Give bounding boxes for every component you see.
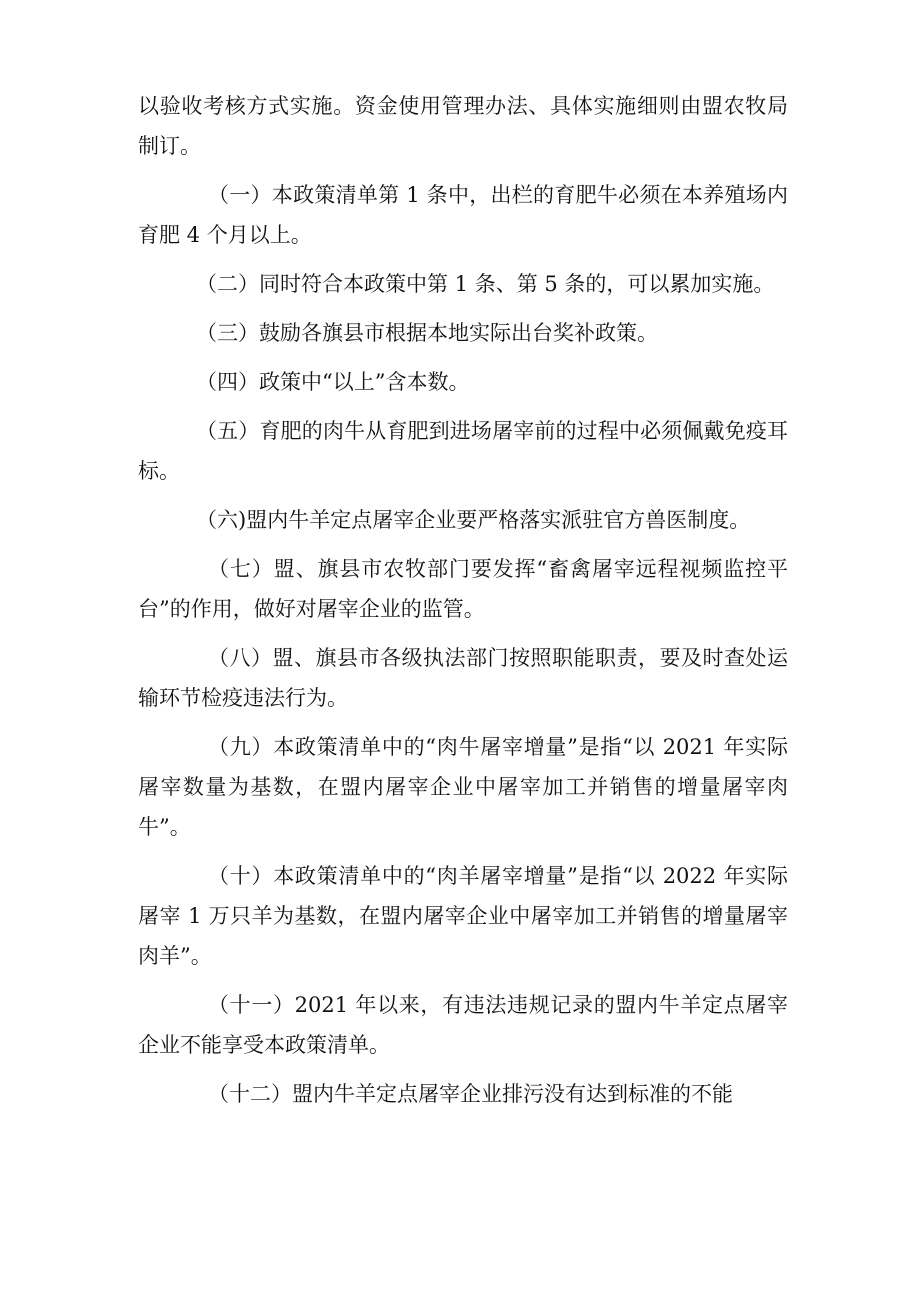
paragraph-item-7: （七）盟、旗县市农牧部门要发挥“畜禽屠宰远程视频监控平台”的作用，做好对屠宰企业的监管。 [138, 557, 788, 621]
paragraph-intro: 以验收考核方式实施。资金使用管理办法、具体实施细则由盟农牧局制订。 [138, 94, 788, 158]
paragraph-item-6: （六)盟内牛羊定点屠宰企业要严格落实派驻官方兽医制度。 [196, 508, 751, 532]
paragraph-item-5: （五）育肥的肉牛从育肥到进场屠宰前的过程中必须佩戴免疫耳标。 [138, 419, 788, 483]
paragraph-item-1: （一）本政策清单第 1 条中，出栏的育肥牛必须在本养殖场内育肥 4 个月以上。 [138, 183, 788, 247]
document-body [138, 86, 788, 1114]
paragraph-item-9: （九）本政策清单中的“肉牛屠宰增量”是指“以 2021 年实际屠宰数量为基数，在盟内屠宰企业中屠宰加工并销售的增量屠宰肉牛”。 [138, 735, 788, 839]
paragraph-item-11: （十一）2021 年以来，有违法违规记录的盟内牛羊定点屠宰企业不能享受本政策清单。 [138, 993, 788, 1057]
paragraph-item-4: （四）政策中“以上”含本数。 [196, 370, 470, 394]
paragraph-item-2: （二）同时符合本政策中第 1 条、第 5 条的，可以累加实施。 [196, 272, 775, 296]
paragraph-item-12: （十二）盟内牛羊定点屠宰企业排污没有达到标准的不能 [208, 1082, 733, 1106]
paragraph-item-3: （三）鼓励各旗县市根据本地实际出台奖补政策。 [196, 321, 658, 345]
paragraph-item-10: （十）本政策清单中的“肉羊屠宰增量”是指“以 2022 年实际屠宰 1 万只羊为基数，在盟内屠宰企业中屠宰加工并销售的增量屠宰肉羊”。 [138, 864, 788, 968]
paragraph-item-8: （八）盟、旗县市各级执法部门按照职能职责，要及时查处运输环节检疫违法行为。 [138, 646, 788, 710]
